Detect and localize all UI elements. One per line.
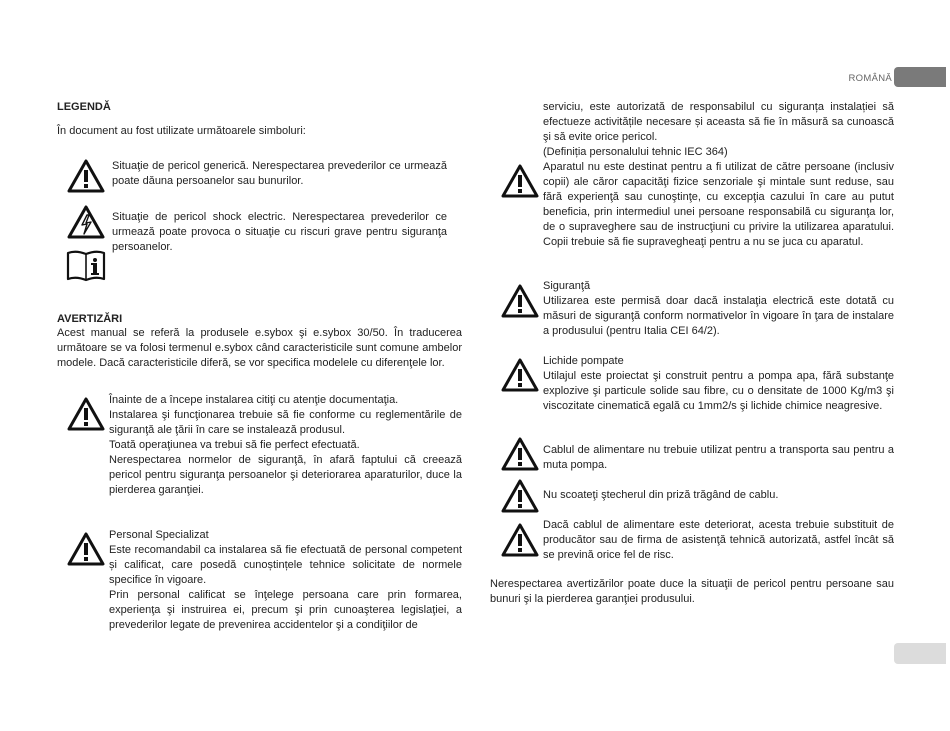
safety-block [543,279,894,339]
warning-block-installation [109,393,462,498]
warning-icon [500,163,540,199]
paragraph: Utilajul este proiectat şi construit pentru a pompa apa, fără substanţe explozive şi particule solide sau fibre, cu o densitate de 1000 Kg/m3 şi viscozitate cinematică egală cu 1mm2/s şi lichide chimice neagresive. [543,370,894,412]
paragraph: Înainte de a începe instalarea citiţi cu atenţie documentaţia. [109,394,399,406]
closing-text: Nerespectarea avertizărilor poate duce la situaţii de pericol pentru persoane sau bunuri şi la pierderea garanţiei produsului. [490,578,894,605]
paragraph: Utilizarea este permisă doar dacă instalaţia electrică este dotată cu măsuri de siguranţă conform normativelor în vigoare în ţara de instalare a produsului (pentru Italia CEI 64/2). [543,295,894,337]
cable-warning-text: Cablul de alimentare nu trebuie utilizat pentru a transporta sau pentru a muta pompa. [543,444,894,471]
paragraph: Instalarea şi funcţionarea trebuie să fie conforme cu reglementările de siguranţă ale ţării în care se instalează produsul. [109,409,462,436]
language-tab [894,67,946,87]
warning-icon [66,396,106,432]
warning-icon [66,158,106,194]
warning-icon [500,436,540,472]
paragraph: Nerespectarea normelor de siguranţă, în afară faptului că creează pericol pentru siguranţa persoanelor şi deteriorarea aparaturilor, duce la pierderea garanţiei. [109,454,462,496]
symbol-general-text: Situaţie de pericol generică. Nerespectarea prevederilor ce urmează poate dăuna persoanelor sau bunurilor. [112,160,447,187]
plug-warning-text: Nu scoateţi ştecherul din priză trăgând de cablu. [543,489,779,501]
warning-icon [500,357,540,393]
continuation-text: serviciu, este autorizată de responsabilul cu siguranța instalației să efectueze activitățile necesare și aceasta să fie în măsură sa cunoască şi să evite orice pericol. [543,101,894,143]
page-number-tab [894,643,946,664]
warning-icon [500,522,540,558]
damaged-cable-text: Dacă cablul de alimentare este deteriorat, acesta trebuie substituit de producător sau de firma de asistenţă tehnică autorizată, astfel încât să se prevină orice fel de risc. [543,519,894,561]
warning-icon [500,283,540,319]
liquids-block [543,354,894,414]
paragraph: Prin personal calificat se înţelege persoana care prin formarea, experienţa şi instruirea ei, precum şi prin cunoaşterea legislaţiei, a prevederilor legate de prevenirea accidentelor şi a condiţiilor de [109,589,462,631]
language-label: ROMÂNĂ [848,73,892,84]
paragraph: Este recomandabil ca instalarea să fie efectuată de personal competent și calificat, care posedă cunoștințele tehnice solicitate de normele specifice în vigoare. [109,544,462,586]
subheading: Personal Specializat [109,529,209,541]
legend-intro: În document au fost utilizate următoarele simboluri: [57,125,306,137]
electric-shock-icon [66,204,106,240]
paragraph: Toată operaţiunea va trebui să fie perfect efectuată. [109,439,360,451]
warning-block-personnel [109,528,462,633]
warnings-title: AVERTIZĂRI [57,313,123,325]
definition-text: (Definiția personalului tehnic IEC 364) [543,146,728,158]
subheading: Lichide pompate [543,355,624,367]
legend-title: LEGENDĂ [57,101,111,113]
symbol-electric-text: Situaţie de pericol shock electric. Nerespectarea prevederilor ce urmează poate provoca o situaţie cu riscuri grave pentru siguranţa persoanelor. [112,211,447,253]
warning-icon [500,478,540,514]
appliance-warning-text: Aparatul nu este destinat pentru a fi utilizat de către persoane (inclusiv copii) ale căror capacităţi fizice senzoriale şi mintale sunt reduse, sau fără experienţă sau cunoştinţe, cu excepţia cazului în care au putut beneficia, prin intermediul unei persoane responsabilă cu siguranţa lor, de o supraveghere sau de instrucţiuni cu privire la utilizarea aparatului. Copii trebuie să fie supravegheaţi pentru a nu se juca cu aparatul. [543,161,894,248]
info-book-icon [66,248,106,282]
warnings-intro: Acest manual se referă la produsele e.sybox şi e.sybox 30/50. În traducerea următoare se va folosi termenul e.sybox când caracteristicile sunt comune ambelor modele. Dacă caracteristicile diferă, se vor specifica modelele cu diferenţele lor. [57,327,462,369]
warning-icon [66,531,106,567]
subheading: Siguranţă [543,280,591,292]
